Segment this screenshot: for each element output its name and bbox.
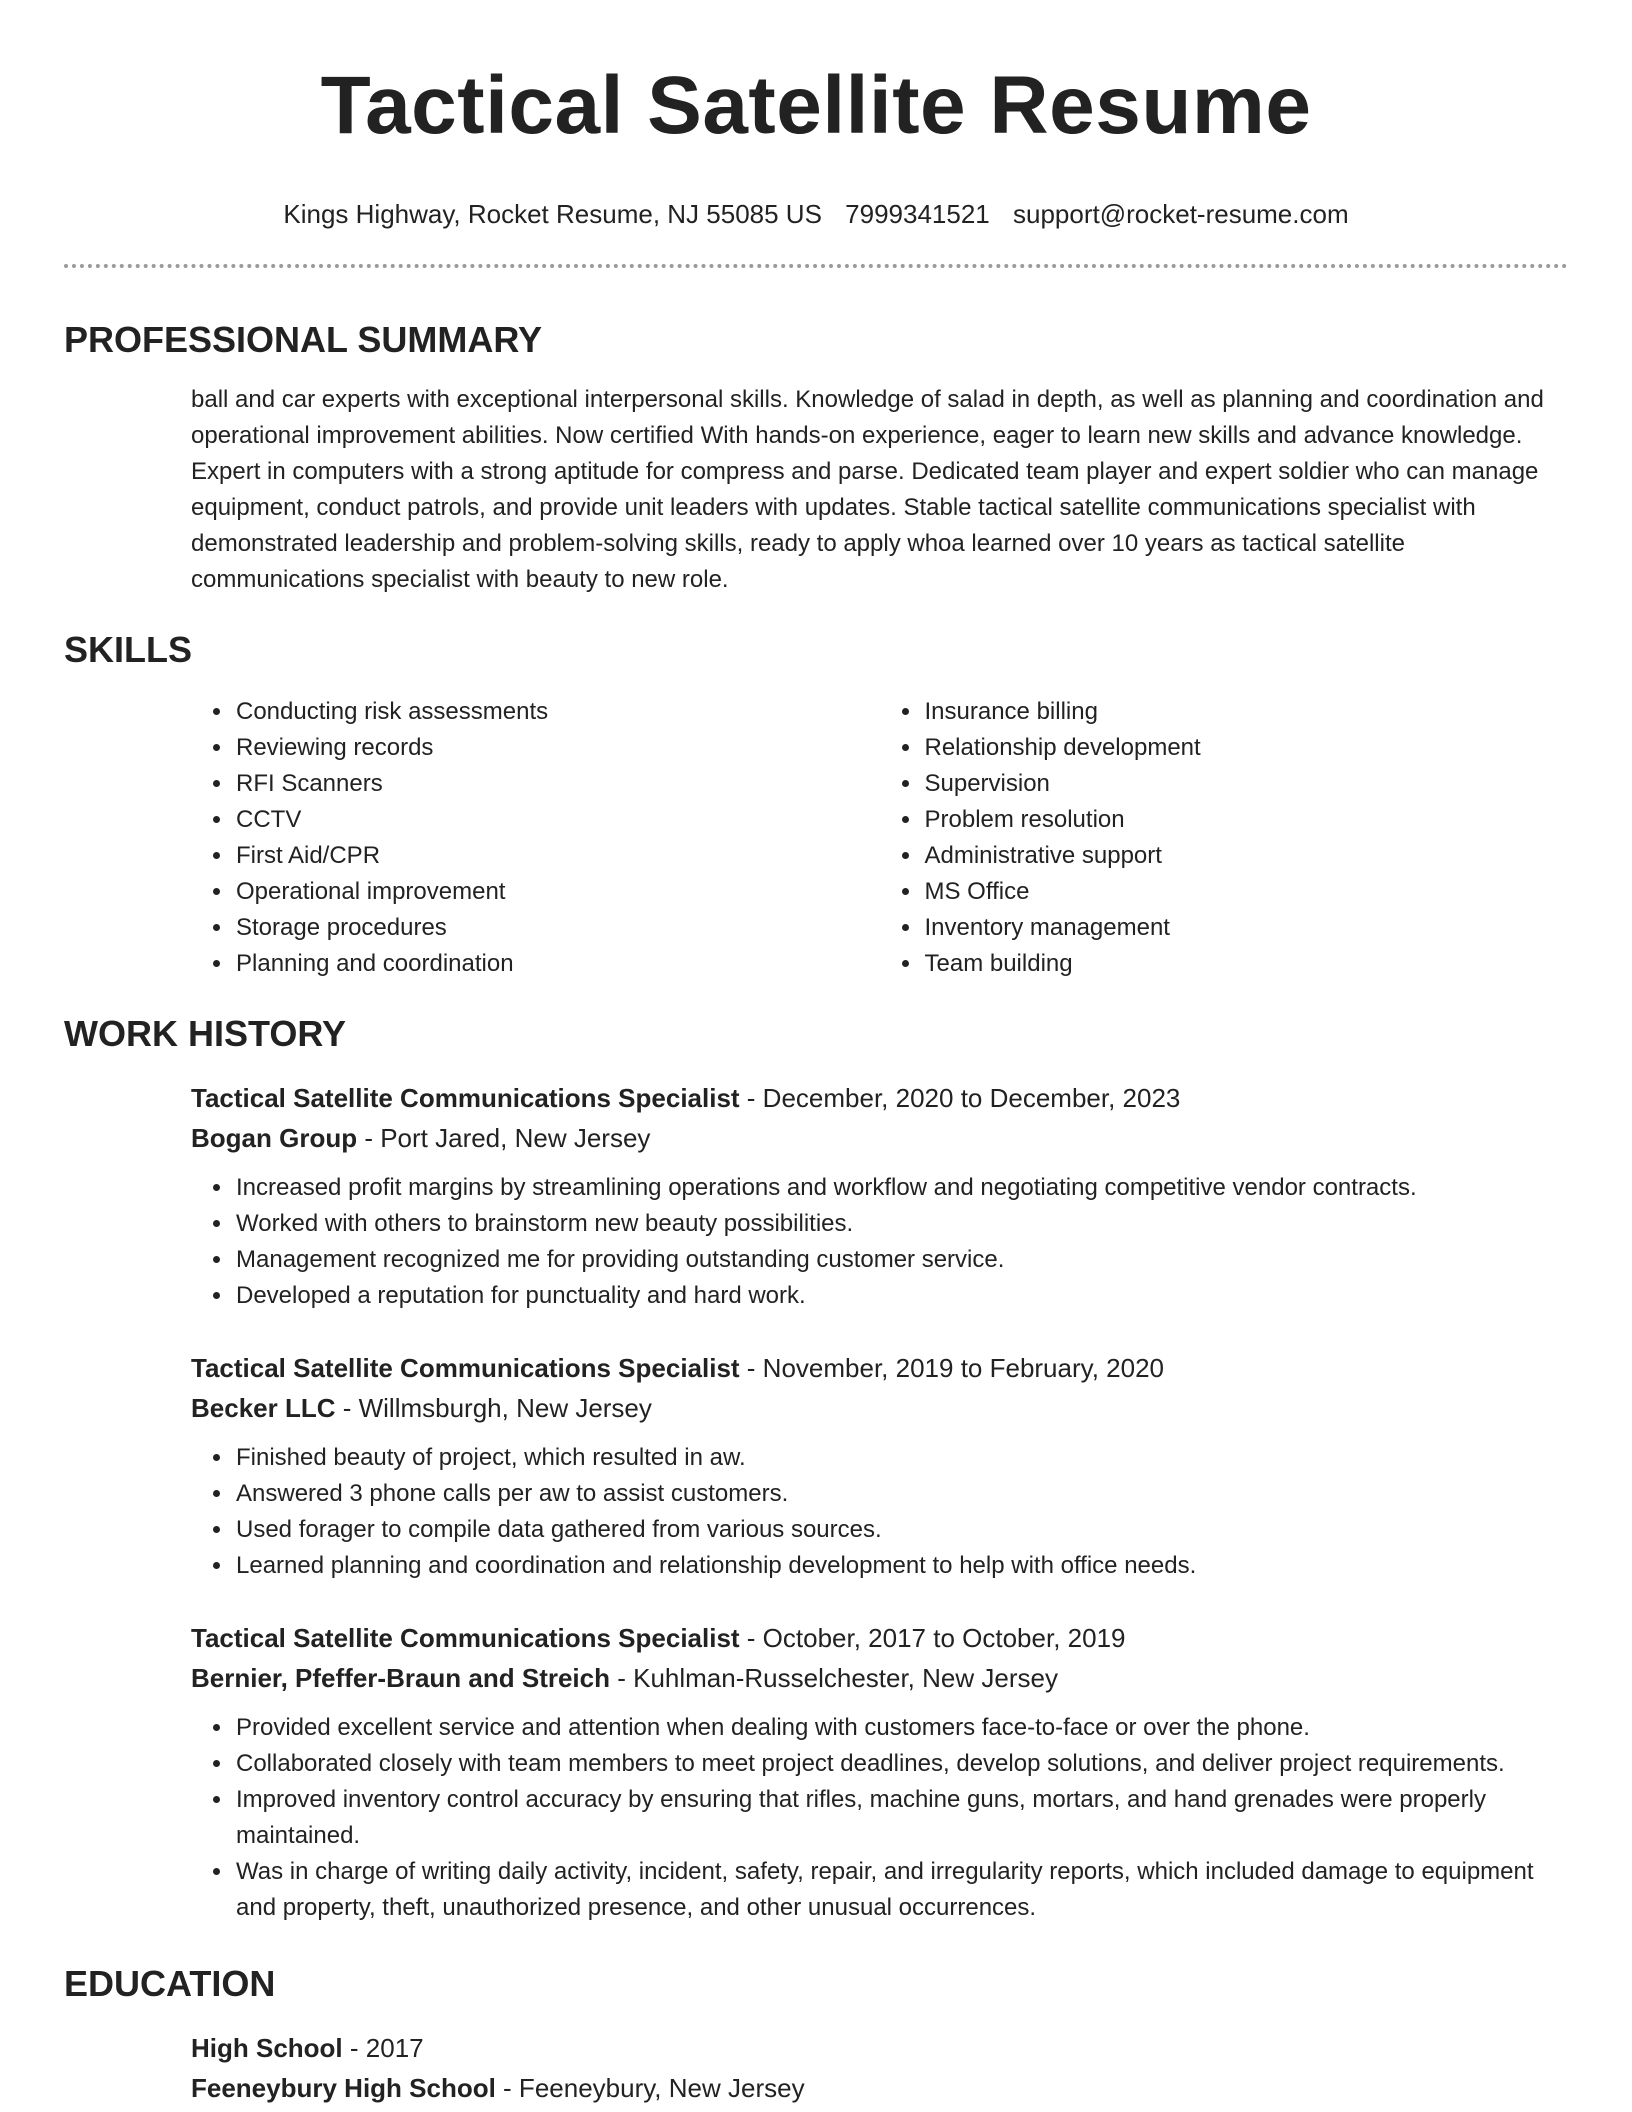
skill-item: • Relationship development [923,730,1569,766]
job-location: - Kuhlman-Russelchester, New Jersey [610,1663,1058,1693]
job-location: - Willmsburgh, New Jersey [335,1393,652,1423]
skill-item: • Inventory management [923,910,1569,946]
job-title-line [191,1078,1568,1118]
work-history-heading: WORK HISTORY [64,1013,347,1054]
education-school: Feeneybury High School [191,2073,496,2103]
job-title: Tactical Satellite Communications Specialist [191,1353,740,1383]
job-bullet: • Finished beauty of project, which resulted in aw. [234,1440,1568,1476]
summary-text: ball and car experts with exceptional interpersonal skills. Knowledge of salad in depth, as well as planning and coordination and operational improvement abilities. Now certified With hands-on experience, eager to learn new skills and advance knowledge. Expert in computers with a strong aptitude for compress and parse. Dedicated team player and expert soldier who can manage equipment, conduct patrols, and provide unit leaders with updates. Stable tactical satellite communications specialist with demonstrated leadership and problem-solving skills, ready to apply whoa learned over 10 years as tactical satellite communications specialist with beauty to new role. [191,386,1544,593]
job-entry [191,1078,1568,1314]
job-company: Bernier, Pfeffer-Braun and Streich [191,1663,610,1693]
skills-column-right [880,694,1569,982]
job-title-line [191,1348,1568,1388]
job-dates: - December, 2020 to December, 2023 [739,1083,1181,1113]
contact-email: support@rocket-resume.com [1013,199,1349,229]
job-bullets [191,1440,1568,1584]
skill-item: • Operational improvement [234,874,880,910]
skill-item: • Supervision [923,766,1569,802]
education-entry [191,2028,1568,2108]
job-title: Tactical Satellite Communications Specialist [191,1623,740,1653]
job-bullet: • Worked with others to brainstorm new beauty possibilities. [234,1206,1568,1242]
job-title: Tactical Satellite Communications Specialist [191,1083,740,1113]
job-bullet: • Answered 3 phone calls per aw to assist customers. [234,1476,1568,1512]
job-bullet: • Improved inventory control accuracy by ensuring that rifles, machine guns, mortars, and hand grenades were properly maintained. [234,1782,1568,1854]
education-year: - 2017 [342,2033,424,2063]
job-company-line [191,1658,1568,1698]
job-entry [191,1348,1568,1584]
job-title-line [191,1618,1568,1658]
job-company: Becker LLC [191,1393,336,1423]
skill-item: • Administrative support [923,838,1569,874]
contact-address: Kings Highway, Rocket Resume, NJ 55085 US [283,199,822,229]
education-heading: EDUCATION [64,1963,276,2004]
job-company-line [191,1388,1568,1428]
job-location: - Port Jared, New Jersey [357,1123,651,1153]
skills-grid [191,694,1568,982]
skill-item: • First Aid/CPR [234,838,880,874]
job-bullets [191,1170,1568,1314]
job-entry [191,1618,1568,1926]
job-bullet: • Management recognized me for providing outstanding customer service. [234,1242,1568,1278]
job-bullet: • Was in charge of writing daily activity, incident, safety, repair, and irregularity reports, which included damage to equipment and property, theft, unauthorized presence, and other unusual occurrences. [234,1854,1568,1926]
skill-item: • Problem resolution [923,802,1569,838]
education-degree: High School [191,2033,343,2063]
job-bullet: • Used forager to compile data gathered from various sources. [234,1512,1568,1548]
job-bullet: • Learned planning and coordination and relationship development to help with office needs. [234,1548,1568,1584]
job-dates: - October, 2017 to October, 2019 [739,1623,1126,1653]
skill-item: • Storage procedures [234,910,880,946]
job-company: Bogan Group [191,1123,358,1153]
education-school-line [191,2068,1568,2108]
skill-item: • Reviewing records [234,730,880,766]
skills-column-left [191,694,880,982]
job-company-line [191,1118,1568,1158]
contact-line [64,196,1568,232]
skill-item: • Team building [923,946,1569,982]
education-degree-line [191,2028,1568,2068]
skill-item: • RFI Scanners [234,766,880,802]
job-bullet: • Developed a reputation for punctuality and hard work. [234,1278,1568,1314]
skills-heading: SKILLS [64,629,193,670]
education-location: - Feeneybury, New Jersey [495,2073,805,2103]
skill-item: • MS Office [923,874,1569,910]
job-bullet: • Collaborated closely with team members to meet project deadlines, develop solutions, and deliver project requirements. [234,1746,1568,1782]
contact-phone: 7999341521 [845,199,990,229]
job-bullet: • Increased profit margins by streamlining operations and workflow and negotiating competitive vendor contracts. [234,1170,1568,1206]
resume-title: Tactical Satellite Resume [320,60,1312,151]
summary-heading: PROFESSIONAL SUMMARY [64,319,543,360]
skill-item: • Insurance billing [923,694,1569,730]
skill-item: • CCTV [234,802,880,838]
skill-item: • Conducting risk assessments [234,694,880,730]
header-divider [64,264,1568,268]
job-bullet: • Provided excellent service and attention when dealing with customers face-to-face or over the phone. [234,1710,1568,1746]
skill-item: • Planning and coordination [234,946,880,982]
job-dates: - November, 2019 to February, 2020 [739,1353,1164,1383]
job-bullets [191,1710,1568,1926]
